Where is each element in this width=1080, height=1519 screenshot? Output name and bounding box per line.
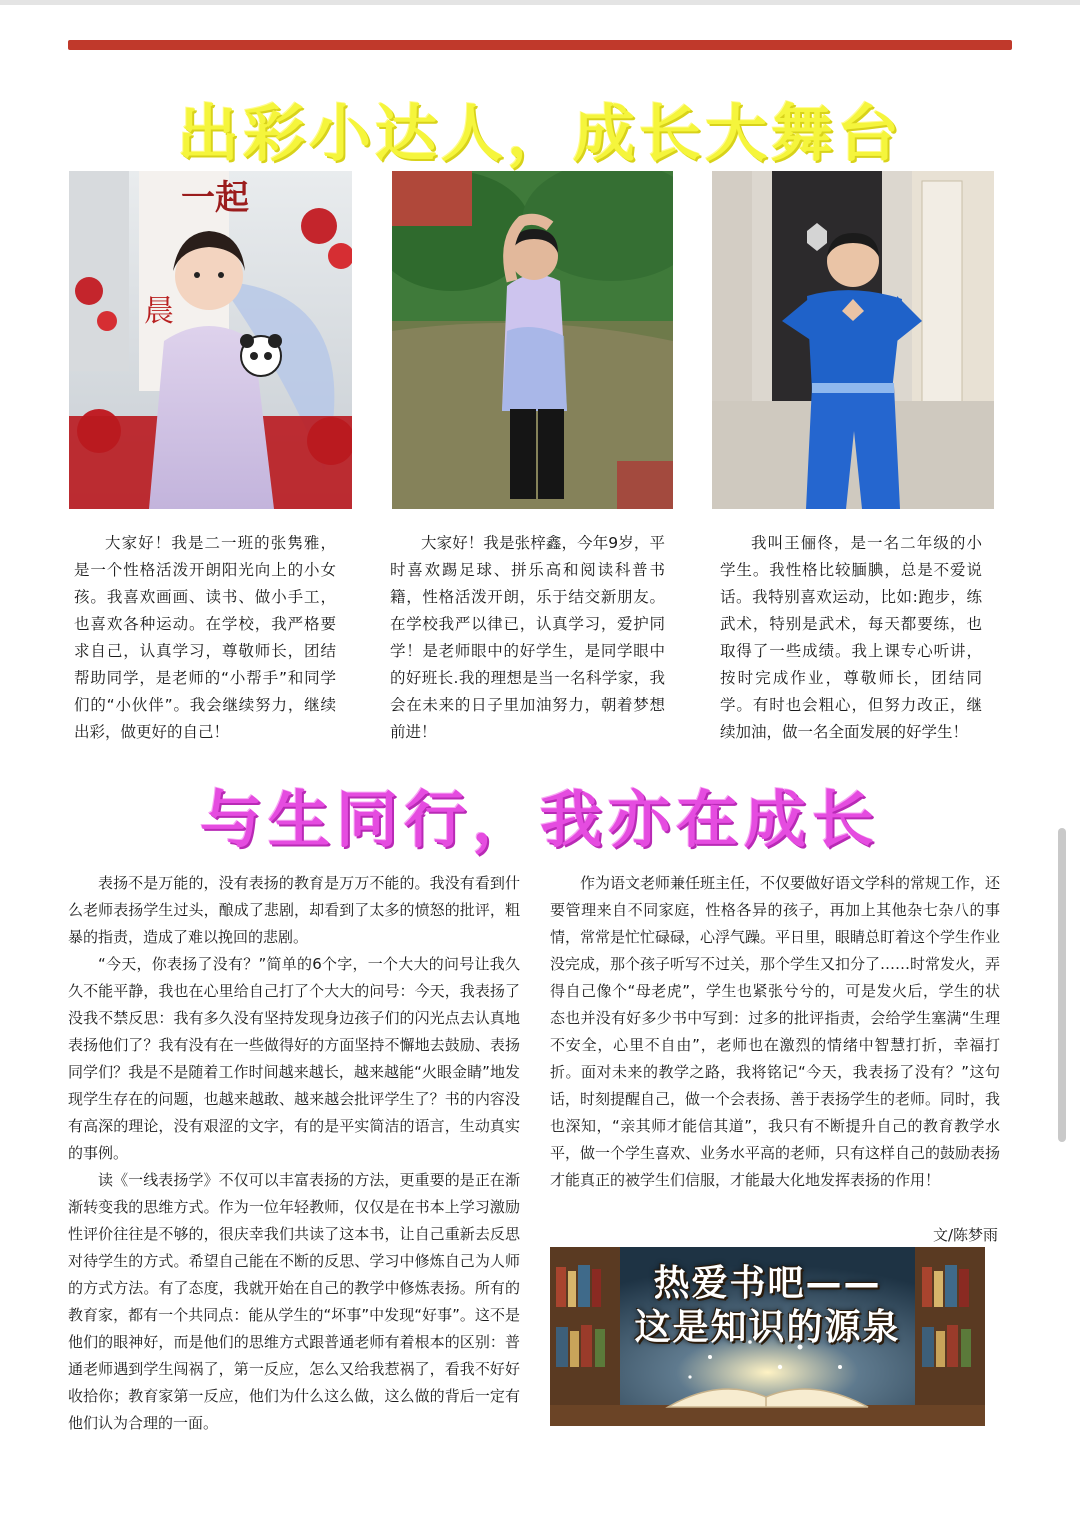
banner-line-2: 这是知识的源泉 — [634, 1307, 901, 1348]
article-right-column — [550, 870, 1000, 1194]
article-paragraph: “今天，你表扬了没有？”简单的6个字，一个大大的问号让我久久不能平静，我也在心里给自己打了个大大的问号：今天，我表扬了没我不禁反思：我有多久没有坚持发现身边孩子们的闪光点去认真地表扬他们了？我有没有在一些做得好的方面坚持不懈地去鼓励、表扬同学们？我是不是随着工作时间越来越长，越来越能“火眼金睛”地发现学生存在的问题，也越来越敢、越来越会批评学生了？书的内容没有高深的理论，没有艰涩的文字，有的是平实简洁的语言，生动真实的事例。 — [68, 955, 520, 1162]
reading-banner — [550, 1247, 985, 1426]
article-author: 文/陈梦雨 — [932, 1226, 998, 1244]
article-paragraph: 读《一线表扬学》不仅可以丰富表扬的方法，更重要的是正在渐渐转变我的思维方式。作为一位年轻教师，仅仅是在书本上学习激励性评价往往是不够的，很庆幸我们共读了这本书，让自己重新去反思对待学生的方式。希望自己能在不断的反思、学习中修炼自己为人师的方式方法。有了态度，我就开始在自己的教学中修炼表扬。所有的教育家，都有一个共同点：能从学生的“坏事”中发现“好事”。这不是他们的眼神好，而是他们的思维方式跟普通老师有着根本的区别：普通老师遇到学生闯祸了，第一反应，怎么又给我惹祸了，看我不好好收拾你；教育家第一反应，他们为什么这么做，这么做的背后一定有他们认为合理的一面。 — [68, 1171, 520, 1432]
header-red-bar — [68, 40, 1012, 50]
page-title: 出彩小达人，成长大舞台 — [176, 97, 903, 170]
article-paragraph: 作为语文老师兼任班主任，不仅要做好语文学科的常规工作，还要管理来自不同家庭，性格各异的孩子，再加上其他杂七杂八的事情，常常是忙忙碌碌，心浮气躁。平日里，眼睛总盯着这个学生作业没完成，那个孩子听写不过关，那个学生又扣分了……时常发火，弄得自己像个“母老虎”，学生也紧张兮兮的，可是发火后，学生的状态也并没有好多少书中写到：过多的批评指责，会给学生塞满“生理不安全，心里不自由”，老师也在激烈的情绪中智慧打折，幸福打折。面对未来的教学之路，我将铭记“今天，我表扬了没有？”这句话，时刻提醒自己，做一个会表扬、善于表扬学生的老师。同时，我也深知，“亲其师才能信其道”，我只有不断提升自己的教育教学水平，做一个学生喜欢、业务水平高的老师，只有这样自己的鼓励表扬才能真正的被学生们信服，才能最大化地发挥表扬的作用！ — [550, 874, 1001, 1189]
student-bio-1: 大家好！我是二一班的张隽雅，是一个性格活泼开朗阳光向上的小女孩。我喜欢画画、读书、做小手工，也喜欢各种运动。在学校，我严格要求自己，认真学习，尊敬师长，团结帮助同学，是老师的“小帮手”和同学们的“小伙伴”。我会继续努力，继续出彩，做更好的自己！ — [74, 534, 336, 741]
student-photo-3 — [712, 171, 994, 509]
article-paragraph: 表扬不是万能的，没有表扬的教育是万万不能的。我没有看到什么老师表扬学生过头，酿成了悲剧，却看到了太多的愤怒的批评，粗暴的指责，造成了难以挽回的悲剧。 — [68, 874, 520, 946]
student-photo-1 — [69, 171, 352, 509]
top-divider — [0, 0, 1080, 5]
banner-line-1: 热爱书吧—— — [653, 1263, 882, 1304]
photo-caption-text: 一起 — [181, 178, 249, 218]
student-bio-2: 大家好！我是张梓鑫，今年9岁，平时喜欢踢足球、拼乐高和阅读科普书籍，性格活泼开朗，乐于结交新朋友。在学校我严以律已，认真学习，爱护同学！是老师眼中的好学生，是同学眼中的好班长.我的理想是当一名科学家，我会在未来的日子里加油努力，朝着梦想前进！ — [390, 534, 665, 741]
student-bio-3: 我叫王俪佟，是一名二年级的小学生。我性格比较腼腆，总是不爱说话。我特别喜欢运动，比如:跑步，练武术，特别是武术，每天都要练，也取得了一些成绩。我上课专心听讲，按时完成作业，尊敬师长，团结同学。有时也会粗心，但努力改正，继续加油，做一名全面发展的好学生！ — [720, 534, 982, 741]
student-photo-2 — [392, 171, 673, 509]
scrollbar[interactable] — [1058, 828, 1066, 1142]
photo-caption-text-2: 晨 — [144, 294, 174, 329]
article-left-column — [68, 870, 520, 1437]
section-title: 与生同行，我亦在成长 — [199, 783, 880, 856]
